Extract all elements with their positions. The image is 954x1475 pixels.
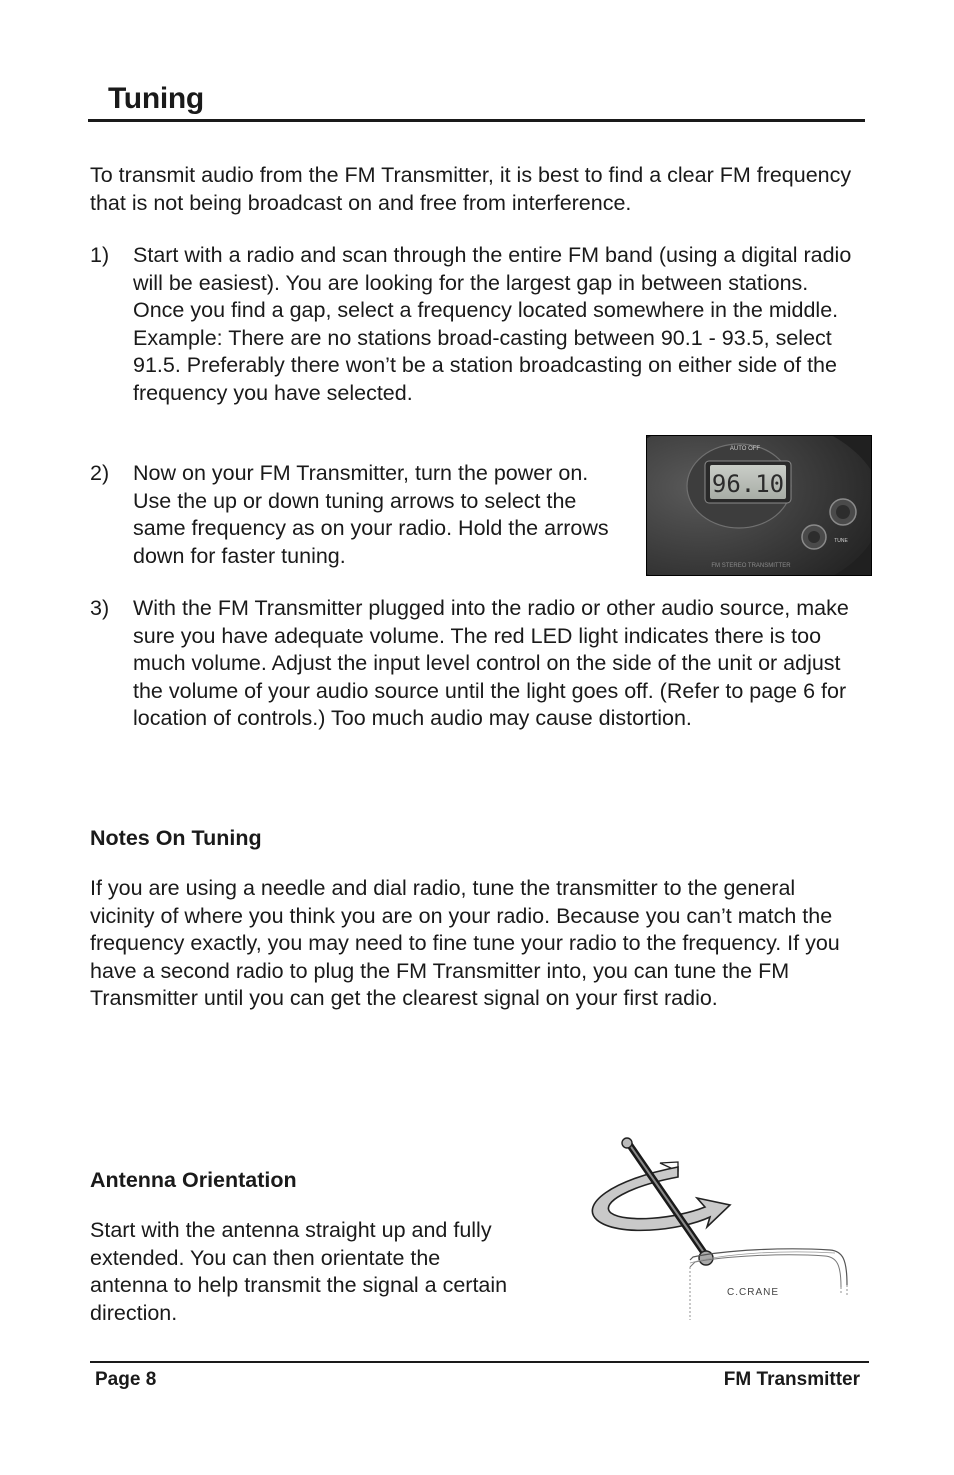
step-number: 1) (90, 243, 110, 267)
notes-paragraph: If you are using a needle and dial radio, tune the transmitter to the general vicinity of where you think you are on your radio. Because you can’t match the frequency exactly, you may need to fine tune your radio to the frequency. If you have a second radio to plug the FM Transmitter into, you can tune the FM Transmitter until you can get the clearest signal on your first radio. (90, 876, 840, 1011)
notes-heading: Notes On Tuning (90, 826, 262, 850)
auto-off-label: AUTO OFF (729, 446, 761, 452)
step-3 (90, 595, 865, 733)
footer-rule (90, 1361, 869, 1363)
step-2 (90, 460, 630, 570)
step-number: 2) (90, 461, 110, 485)
page-title: Tuning (108, 82, 204, 115)
transmitter-photo (646, 435, 872, 576)
step-text: With the FM Transmitter plugged into the radio or other audio source, make sure you have adequate volume. The red LED light indicates there is too much volume. Adjust the input level control on the side of the unit or adjust the volume of your audio source until the light goes off. (Refer to page 6 for location of controls.) Too much audio may cause distortion. (133, 596, 849, 731)
step-1 (90, 242, 860, 408)
intro-paragraph: To transmit audio from the FM Transmitter, it is best to find a clear FM frequency that is not being broadcast on and free from interference. (90, 163, 852, 215)
step-text: Now on your FM Transmitter, turn the power on. Use the up or down tuning arrows to select the same frequency as on your radio. Hold the arrows down for faster tuning. (133, 461, 609, 568)
rotation-arrow-icon (592, 1167, 730, 1230)
tune-label: TUNE (834, 538, 848, 544)
page-number: Page 8 (95, 1369, 157, 1390)
brand-line: FM STEREO TRANSMITTER (711, 563, 791, 569)
antenna-drawing (585, 1135, 865, 1325)
step-text: Start with a radio and scan through the entire FM band (using a digital radio will be easiest). You are looking for the largest gap in between stations. Once you find a gap, select a frequency located somewhere in the middle. Example: There are no stations broad-casting between 90.1 - 93.5, select 91.5. Preferably there won’t be a station broadcasting on either side of the frequency you have selected. (133, 243, 852, 405)
brand-logo: C.CRANE (727, 1287, 780, 1298)
transmitter-illustration (647, 436, 871, 575)
footer-product: FM Transmitter (723, 1369, 860, 1390)
step-number: 3) (90, 596, 110, 620)
antenna-heading: Antenna Orientation (90, 1168, 297, 1192)
lcd-readout: 96.10 (711, 470, 785, 498)
antenna-paragraph: Start with the antenna straight up and fully extended. You can then orientate the antenna to help transmit the signal a certain direction. (90, 1218, 508, 1325)
title-rule (88, 119, 865, 122)
antenna-illustration (585, 1135, 865, 1325)
